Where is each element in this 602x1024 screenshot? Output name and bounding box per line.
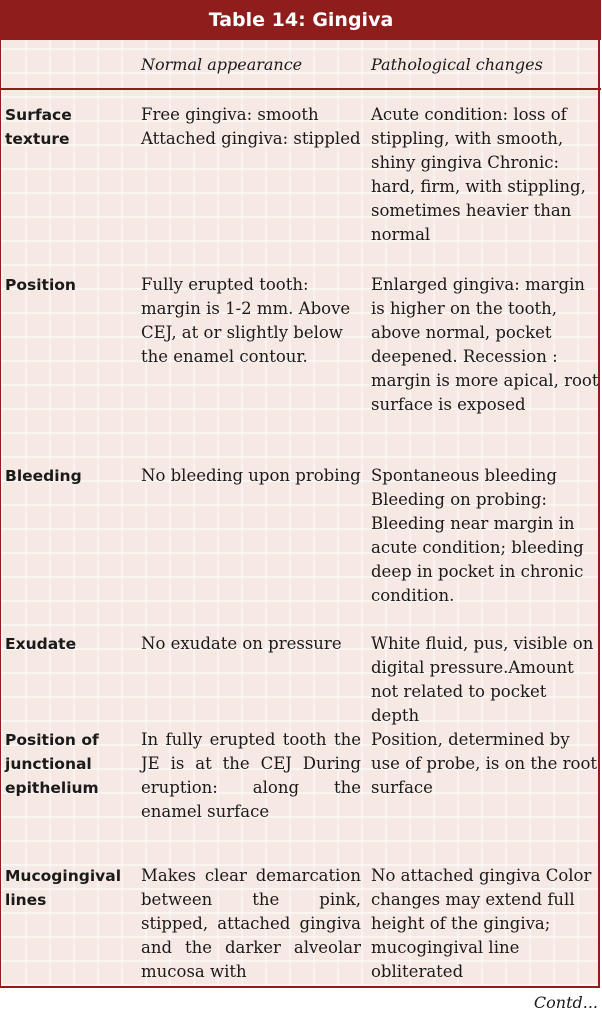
pathological-cell: Position, determined by use of probe, is on the root surface — [371, 730, 598, 797]
normal-cell: Makes clear demarcation between the pink, stipped, attached gingiva and the darker alveolar mucosa with — [141, 866, 361, 981]
row-label: Position — [5, 276, 76, 294]
header-normal-appearance: Normal appearance — [141, 55, 303, 74]
table-title: Table 14: Gingiva — [1, 0, 601, 40]
row-label: Surface texture — [5, 106, 72, 148]
row-label: Mucogingival lines — [5, 867, 122, 909]
pathological-cell: Spontaneous bleeding Bleeding on probing: Bleeding near margin in acute condition; bleeding deep in pocket in chronic condition. — [371, 466, 584, 605]
normal-cell: Fully erupted tooth: margin is 1-2 mm. Above CEJ, at or slightly below the enamel contour. — [141, 275, 351, 366]
normal-cell: Free gingiva: smooth Attached gingiva: stippled — [141, 105, 361, 148]
pathological-cell: Enlarged gingiva: margin is higher on the tooth, above normal, pocket deepened. Recession : margin is more apical, root surface is exposed — [371, 275, 599, 414]
continued-note: Contd... — [533, 993, 598, 1012]
pathological-cell: No attached gingiva Color changes may extend full height of the gingiva; mucogingival line obliterated — [371, 866, 592, 981]
normal-cell: In fully erupted tooth the JE is at the CEJ During eruption: along the enamel surface — [141, 730, 361, 821]
row-label: Exudate — [5, 635, 77, 653]
row-label: Position of junctional epithelium — [5, 731, 99, 797]
pathological-cell: Acute condition: loss of stippling, with smooth, shiny gingiva Chronic: hard, firm, with stippling, sometimes heavier than normal — [371, 105, 586, 244]
table-header-row — [1, 40, 601, 90]
header-pathological-changes: Pathological changes — [371, 55, 543, 74]
row-label: Bleeding — [5, 467, 82, 485]
normal-cell: No exudate on pressure — [141, 634, 342, 653]
pathological-cell: White fluid, pus, visible on digital pressure.Amount not related to pocket depth — [371, 634, 594, 725]
normal-cell: No bleeding upon probing — [141, 466, 361, 485]
